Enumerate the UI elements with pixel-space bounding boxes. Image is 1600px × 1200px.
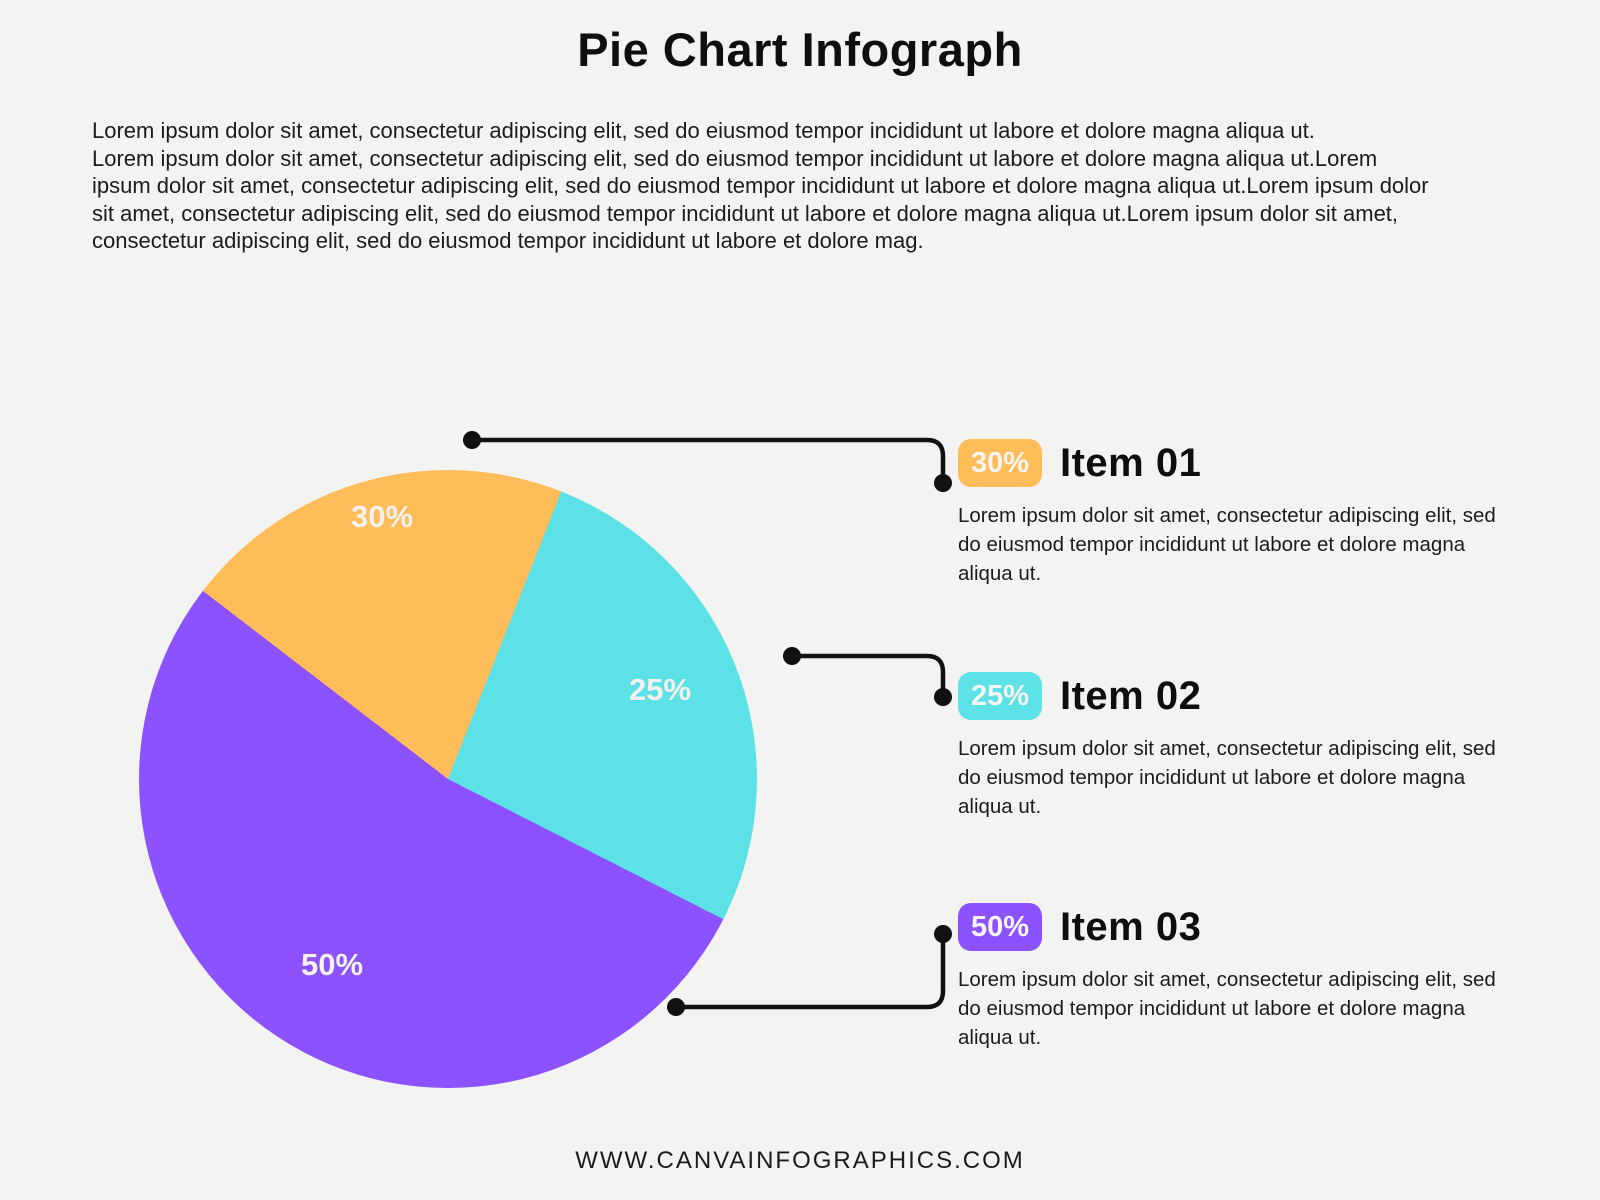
pie-slice-label-item-03: 50% [300, 947, 364, 982]
legend-item-03 [958, 903, 1518, 1052]
legend-item-01 [958, 439, 1518, 588]
intro-line-1: Lorem ipsum dolor sit amet, consectetur adipiscing elit, sed do eiusmod tempor incididunt ut labore et dolore magna aliqua ut. [92, 118, 1315, 143]
intro-body: Lorem ipsum dolor sit amet, consectetur adipiscing elit, sed do eiusmod tempor incididunt ut labore et dolore magna aliqua ut.Lorem ipsum dolor sit amet, consectetur adipiscing elit, sed do eiusmod tempor incididunt ut labore et dolore magna aliqua ut.Lorem ipsum dolor sit amet, consectetur adipiscing elit, sed do eiusmod tempor incididunt ut labore et dolore magna aliqua ut.Lorem ipsum dolor sit amet, consectetur adipiscing elit, sed do eiusmod tempor incididunt ut labore et dolore mag. [92, 145, 1429, 254]
legend-item-02 [958, 672, 1518, 821]
legend-item-title: Item 03 [1060, 905, 1202, 949]
page-title: Pie Chart Infograph [577, 23, 1023, 76]
legend-item-description: Lorem ipsum dolor sit amet, consectetur adipiscing elit, sed do eiusmod tempor incididunt ut labore et dolore magna aliqua ut. [958, 968, 1496, 1049]
legend-item-title: Item 02 [1060, 674, 1202, 718]
connector-item-02 [783, 647, 952, 706]
connector-dot [934, 474, 952, 492]
connector-dot [667, 998, 685, 1016]
pie-slice-label-item-01: 30% [350, 499, 414, 534]
pie-chart [139, 470, 757, 1088]
percentage-badge: 25% [958, 672, 1042, 720]
legend-item-01-header [958, 439, 1518, 487]
percentage-badge: 50% [958, 903, 1042, 951]
footer-url: WWW.CANVAINFOGRAPHICS.COM [575, 1147, 1025, 1174]
connector-dot [934, 925, 952, 943]
legend-item-02-header [958, 672, 1518, 720]
legend-item-description: Lorem ipsum dolor sit amet, consectetur adipiscing elit, sed do eiusmod tempor incididunt ut labore et dolore magna aliqua ut. [958, 504, 1496, 585]
pie-slice-label-item-02: 25% [628, 672, 692, 707]
connector-dot [783, 647, 801, 665]
connector-dot [934, 688, 952, 706]
legend-item-description: Lorem ipsum dolor sit amet, consectetur adipiscing elit, sed do eiusmod tempor incididunt ut labore et dolore magna aliqua ut. [958, 737, 1496, 818]
legend-item-title: Item 01 [1060, 441, 1202, 485]
percentage-badge: 30% [958, 439, 1042, 487]
legend-item-03-header [958, 903, 1518, 951]
connector-dot [463, 431, 481, 449]
